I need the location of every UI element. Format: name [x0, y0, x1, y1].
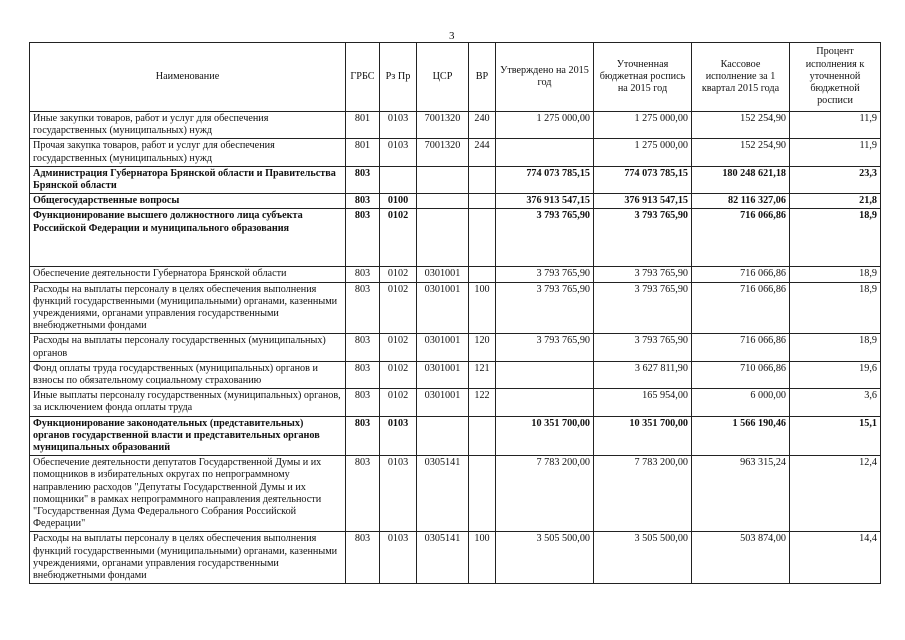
- table-row: [30, 282, 881, 334]
- cell-cash: 152 254,90: [692, 139, 790, 166]
- cell-cash: 963 315,24: [692, 456, 790, 532]
- cell-percent: 23,3: [790, 166, 881, 193]
- cell-vr: 244: [469, 139, 496, 166]
- cell-vr: 120: [469, 334, 496, 361]
- cell-vr: [469, 416, 496, 456]
- cell-approved: 3 505 500,00: [496, 532, 594, 584]
- cell-csr: 0305141: [417, 456, 469, 532]
- cell-approved: 376 913 547,15: [496, 194, 594, 209]
- col-header-refined: Уточненная бюджетная роспись на 2015 год: [594, 43, 692, 112]
- cell-cash: 716 066,86: [692, 282, 790, 334]
- cell-vr: 122: [469, 389, 496, 416]
- cell-refined: 3 627 811,90: [594, 361, 692, 388]
- table-row: [30, 166, 881, 193]
- col-header-percent: Процент исполнения к уточненной бюджетной росписи: [790, 43, 881, 112]
- cell-rzpr: 0103: [380, 532, 417, 584]
- table-row: [30, 456, 881, 532]
- table-row: [30, 389, 881, 416]
- cell-name: Расходы на выплаты персоналу государственных (муниципальных) органов: [30, 334, 346, 361]
- cell-vr: [469, 209, 496, 267]
- cell-name: Расходы на выплаты персоналу в целях обеспечения выполнения функций государственными (муниципальными) органами, казенными учреждениями, органами управления государственными внебюджетными фондами: [30, 282, 346, 334]
- table-row: [30, 139, 881, 166]
- cell-name: Расходы на выплаты персоналу в целях обеспечения выполнения функций государственными (муниципальными) органами, казенными учреждениями, органами управления государственными внебюджетными фондами: [30, 532, 346, 584]
- cell-csr: 0301001: [417, 389, 469, 416]
- cell-cash: 710 066,86: [692, 361, 790, 388]
- cell-grbs: 801: [346, 139, 380, 166]
- cell-grbs: 803: [346, 416, 380, 456]
- cell-approved: 1 275 000,00: [496, 112, 594, 139]
- table-row: [30, 361, 881, 388]
- cell-rzpr: 0103: [380, 139, 417, 166]
- cell-approved: 10 351 700,00: [496, 416, 594, 456]
- cell-grbs: 803: [346, 194, 380, 209]
- cell-csr: [417, 209, 469, 267]
- cell-percent: 19,6: [790, 361, 881, 388]
- table-header-row: [30, 43, 881, 112]
- cell-rzpr: 0103: [380, 416, 417, 456]
- cell-approved: [496, 361, 594, 388]
- cell-cash: 1 566 190,46: [692, 416, 790, 456]
- cell-percent: 14,4: [790, 532, 881, 584]
- cell-rzpr: 0103: [380, 112, 417, 139]
- cell-rzpr: [380, 166, 417, 193]
- cell-grbs: 803: [346, 334, 380, 361]
- cell-name: Функционирование законодательных (представительных) органов государственной власти и представительных органов муниципальных образований: [30, 416, 346, 456]
- cell-grbs: 803: [346, 166, 380, 193]
- cell-name: Обеспечение деятельности Губернатора Брянской области: [30, 267, 346, 282]
- cell-grbs: 803: [346, 282, 380, 334]
- cell-csr: 0301001: [417, 267, 469, 282]
- table-row: [30, 416, 881, 456]
- cell-percent: 18,9: [790, 334, 881, 361]
- cell-refined: 376 913 547,15: [594, 194, 692, 209]
- cell-vr: [469, 267, 496, 282]
- cell-percent: 11,9: [790, 139, 881, 166]
- cell-grbs: 803: [346, 267, 380, 282]
- cell-rzpr: 0102: [380, 361, 417, 388]
- cell-name: Прочая закупка товаров, работ и услуг для обеспечения государственных (муниципальных) нужд: [30, 139, 346, 166]
- cell-cash: 503 874,00: [692, 532, 790, 584]
- cell-vr: 100: [469, 532, 496, 584]
- col-header-rzpr: Рз Пр: [380, 43, 417, 112]
- cell-name: Иные выплаты персоналу государственных (муниципальных) органов, за исключением фонда оплаты труда: [30, 389, 346, 416]
- cell-vr: 240: [469, 112, 496, 139]
- cell-percent: 12,4: [790, 456, 881, 532]
- cell-csr: 0301001: [417, 361, 469, 388]
- col-header-name: Наименование: [30, 43, 346, 112]
- col-header-csr: ЦСР: [417, 43, 469, 112]
- cell-refined: 165 954,00: [594, 389, 692, 416]
- cell-rzpr: 0102: [380, 389, 417, 416]
- table-row: [30, 209, 881, 267]
- cell-grbs: 801: [346, 112, 380, 139]
- cell-percent: 18,9: [790, 267, 881, 282]
- cell-cash: 6 000,00: [692, 389, 790, 416]
- cell-refined: 1 275 000,00: [594, 112, 692, 139]
- cell-cash: 716 066,86: [692, 209, 790, 267]
- cell-refined: 3 505 500,00: [594, 532, 692, 584]
- cell-rzpr: 0100: [380, 194, 417, 209]
- cell-refined: 3 793 765,90: [594, 209, 692, 267]
- col-header-grbs: ГРБС: [346, 43, 380, 112]
- cell-percent: 3,6: [790, 389, 881, 416]
- cell-csr: 7001320: [417, 139, 469, 166]
- table-row: [30, 267, 881, 282]
- cell-csr: [417, 416, 469, 456]
- cell-cash: 716 066,86: [692, 267, 790, 282]
- cell-grbs: 803: [346, 532, 380, 584]
- cell-csr: [417, 194, 469, 209]
- table-row: [30, 112, 881, 139]
- cell-approved: 3 793 765,90: [496, 282, 594, 334]
- cell-vr: [469, 194, 496, 209]
- cell-name: Иные закупки товаров, работ и услуг для обеспечения государственных (муниципальных) нужд: [30, 112, 346, 139]
- cell-grbs: 803: [346, 456, 380, 532]
- cell-rzpr: 0102: [380, 282, 417, 334]
- cell-name: Фонд оплаты труда государственных (муниципальных) органов и взносы по обязательному социальному страхованию: [30, 361, 346, 388]
- table-row: [30, 334, 881, 361]
- col-header-vr: ВР: [469, 43, 496, 112]
- cell-vr: 100: [469, 282, 496, 334]
- cell-percent: 18,9: [790, 209, 881, 267]
- cell-approved: 3 793 765,90: [496, 209, 594, 267]
- cell-percent: 11,9: [790, 112, 881, 139]
- cell-cash: 180 248 621,18: [692, 166, 790, 193]
- cell-approved: [496, 139, 594, 166]
- cell-refined: 3 793 765,90: [594, 282, 692, 334]
- cell-approved: 7 783 200,00: [496, 456, 594, 532]
- cell-approved: 3 793 765,90: [496, 334, 594, 361]
- table-row: [30, 194, 881, 209]
- page-number: 3: [449, 30, 455, 42]
- cell-grbs: 803: [346, 209, 380, 267]
- cell-refined: 774 073 785,15: [594, 166, 692, 193]
- cell-percent: 15,1: [790, 416, 881, 456]
- table-row: [30, 532, 881, 584]
- cell-refined: 1 275 000,00: [594, 139, 692, 166]
- cell-refined: 7 783 200,00: [594, 456, 692, 532]
- cell-name: Общегосударственные вопросы: [30, 194, 346, 209]
- cell-percent: 21,8: [790, 194, 881, 209]
- cell-refined: 10 351 700,00: [594, 416, 692, 456]
- cell-csr: 7001320: [417, 112, 469, 139]
- cell-csr: 0305141: [417, 532, 469, 584]
- cell-vr: [469, 166, 496, 193]
- cell-cash: 82 116 327,06: [692, 194, 790, 209]
- cell-csr: 0301001: [417, 282, 469, 334]
- cell-approved: 774 073 785,15: [496, 166, 594, 193]
- cell-refined: 3 793 765,90: [594, 334, 692, 361]
- cell-refined: 3 793 765,90: [594, 267, 692, 282]
- col-header-cash: Кассовое исполнение за 1 квартал 2015 года: [692, 43, 790, 112]
- cell-percent: 18,9: [790, 282, 881, 334]
- cell-grbs: 803: [346, 361, 380, 388]
- cell-cash: 152 254,90: [692, 112, 790, 139]
- cell-name: Функционирование высшего должностного лица субъекта Российской Федерации и муниципального образования: [30, 209, 346, 267]
- cell-grbs: 803: [346, 389, 380, 416]
- cell-rzpr: 0102: [380, 267, 417, 282]
- cell-csr: 0301001: [417, 334, 469, 361]
- cell-csr: [417, 166, 469, 193]
- cell-approved: [496, 389, 594, 416]
- cell-vr: [469, 456, 496, 532]
- col-header-approved: Утверждено на 2015 год: [496, 43, 594, 112]
- cell-name: Администрация Губернатора Брянской области и Правительства Брянской области: [30, 166, 346, 193]
- budget-execution-table: [29, 42, 881, 584]
- cell-approved: 3 793 765,90: [496, 267, 594, 282]
- cell-rzpr: 0102: [380, 334, 417, 361]
- cell-rzpr: 0102: [380, 209, 417, 267]
- cell-rzpr: 0103: [380, 456, 417, 532]
- cell-cash: 716 066,86: [692, 334, 790, 361]
- cell-name: Обеспечение деятельности депутатов Государственной Думы и их помощников в избирательных округах по непрограммному направлению расходов "Депутаты Государственной Думы и их помощники" в рамках непрограммного направления деятельности "Государственная Дума Федерального Собрания Российской Федерации": [30, 456, 346, 532]
- cell-vr: 121: [469, 361, 496, 388]
